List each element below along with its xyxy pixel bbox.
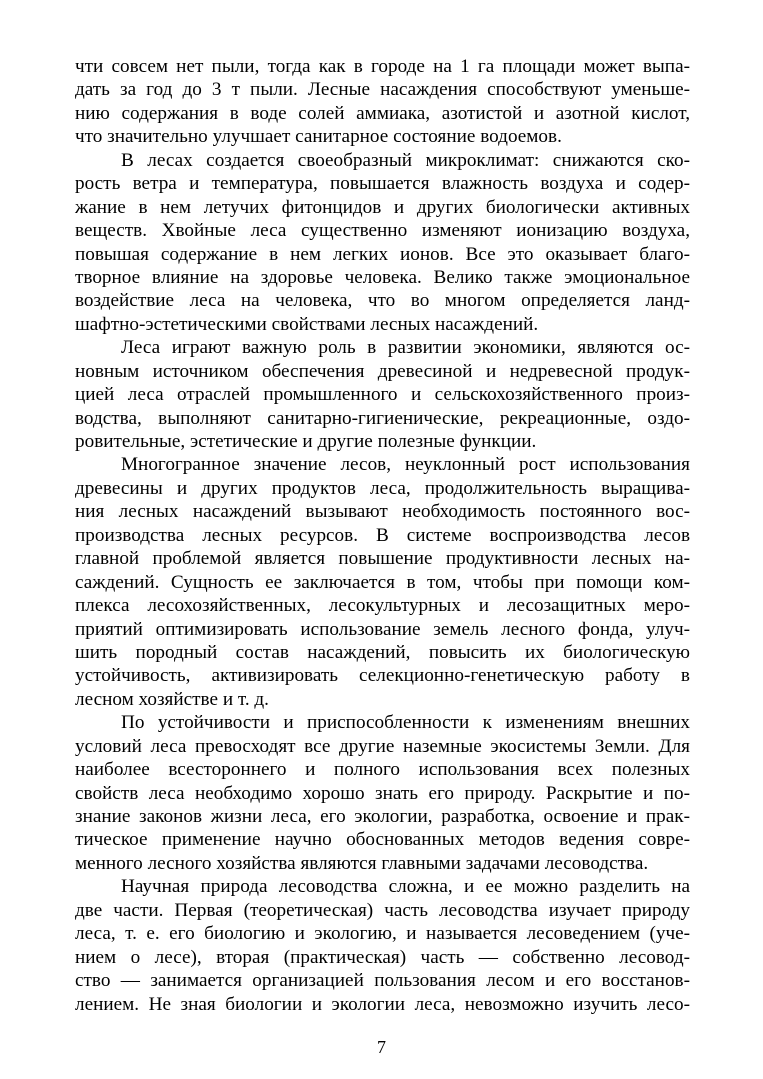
text-line: производства лесных ресурсов. В системе воспроизводства лесов xyxy=(75,524,690,546)
text-line: свойств леса необходимо хорошо знать его природу. Раскрытие и по- xyxy=(75,782,690,804)
text-line: ство — занимается организацией пользования лесом и его восстанов- xyxy=(75,970,690,992)
text-line: нием о лесе), вторая (практическая) часть — собственно лесовод- xyxy=(75,946,690,968)
text-line: веществ. Хвойные леса существенно изменяют ионизацию воздуха, xyxy=(75,220,690,242)
page-body xyxy=(75,55,690,1016)
text-line: менного лесного хозяйства являются главными задачами лесоводства. xyxy=(75,852,649,874)
text-line: новным источником обеспечения древесиной и недревесной продук- xyxy=(75,360,690,382)
paragraph xyxy=(75,149,690,337)
paragraph xyxy=(75,55,690,149)
text-line: водства, выполняют санитарно-гигиенические, рекреационные, оздо- xyxy=(75,407,690,429)
text-line: повышая содержание в нем легких ионов. Все это оказывает благо- xyxy=(75,243,690,265)
text-line: наиболее всестороннего и полного использования всех полезных xyxy=(75,759,690,781)
text-line: шафтно-эстетическими свойствами лесных насаждений. xyxy=(75,313,539,335)
text-line: Научная природа лесоводства сложна, и ее можно разделить на xyxy=(121,876,690,898)
text-line: древесины и других продуктов леса, продолжительность выращива- xyxy=(75,477,690,499)
text-line: ния лесных насаждений вызывают необходимость постоянного вос- xyxy=(75,501,690,523)
text-line: знание законов жизни леса, его экологии, разработка, освоение и прак- xyxy=(75,806,690,827)
paragraph xyxy=(75,336,690,453)
text-line: леса, т. е. его биологию и экологию, и называется лесоведением (уче- xyxy=(75,923,690,945)
text-line: устойчивость, активизировать селекционно-генетическую работу в xyxy=(75,665,690,687)
text-line: рость ветра и температура, повышается влажность воздуха и содер- xyxy=(75,173,690,195)
text-line: дать за год до 3 т пыли. Лесные насаждения способствуют уменьше- xyxy=(75,79,690,101)
paragraph xyxy=(75,711,690,875)
text-line: чти совсем нет пыли, тогда как в городе на 1 га площади может выпа- xyxy=(75,56,690,77)
paragraph xyxy=(75,875,690,1016)
text-line: Многогранное значение лесов, неуклонный рост использования xyxy=(121,454,690,476)
text-line: творное влияние на здоровье человека. Велико также эмоциональное xyxy=(75,266,690,288)
text-line: ровительные, эстетические и другие полезные функции. xyxy=(75,431,537,452)
text-line: нию содержания в воде солей аммиака, азотистой и азотной кислот, xyxy=(75,102,690,124)
text-line: жание в нем летучих фитонцидов и других биологически активных xyxy=(75,196,690,218)
page-number: 7 xyxy=(377,1037,386,1057)
text-line: шить породный состав насаждений, повысить их биологическую xyxy=(75,641,690,663)
text-line: цией леса отраслей промышленного и сельскохозяйственного произ- xyxy=(75,384,690,406)
text-line: лением. Не зная биологии и экологии леса, невозможно изучить лесо- xyxy=(75,993,690,1015)
text-line: условий леса превосходят все другие наземные экосистемы Земли. Для xyxy=(75,735,690,757)
text-line: Леса играют важную роль в развитии экономики, являются ос- xyxy=(121,337,690,359)
text-line: воздействие леса на человека, что во многом определяется ланд- xyxy=(75,290,690,312)
text-line: саждений. Сущность ее заключается в том, чтобы при помощи ком- xyxy=(75,571,690,593)
text-line: тическое применение научно обоснованных методов ведения совре- xyxy=(75,829,690,851)
text-line: По устойчивости и приспособленности к изменениям внешних xyxy=(121,712,690,734)
text-line: В лесах создается своеобразный микроклимат: снижаются ско- xyxy=(121,149,690,171)
paragraph xyxy=(75,453,690,711)
text-line: главной проблемой является повышение продуктивности лесных на- xyxy=(75,548,690,570)
text-line: приятий оптимизировать использование земель лесного фонда, улуч- xyxy=(75,618,690,640)
text-line: две части. Первая (теоретическая) часть лесоводства изучает природу xyxy=(75,899,690,921)
text-line: что значительно улучшает санитарное состояние водоемов. xyxy=(75,126,562,148)
text-line: плекса лесохозяйственных, лесокультурных и лесозащитных меро- xyxy=(75,595,690,617)
text-line: лесном хозяйстве и т. д. xyxy=(75,688,269,710)
